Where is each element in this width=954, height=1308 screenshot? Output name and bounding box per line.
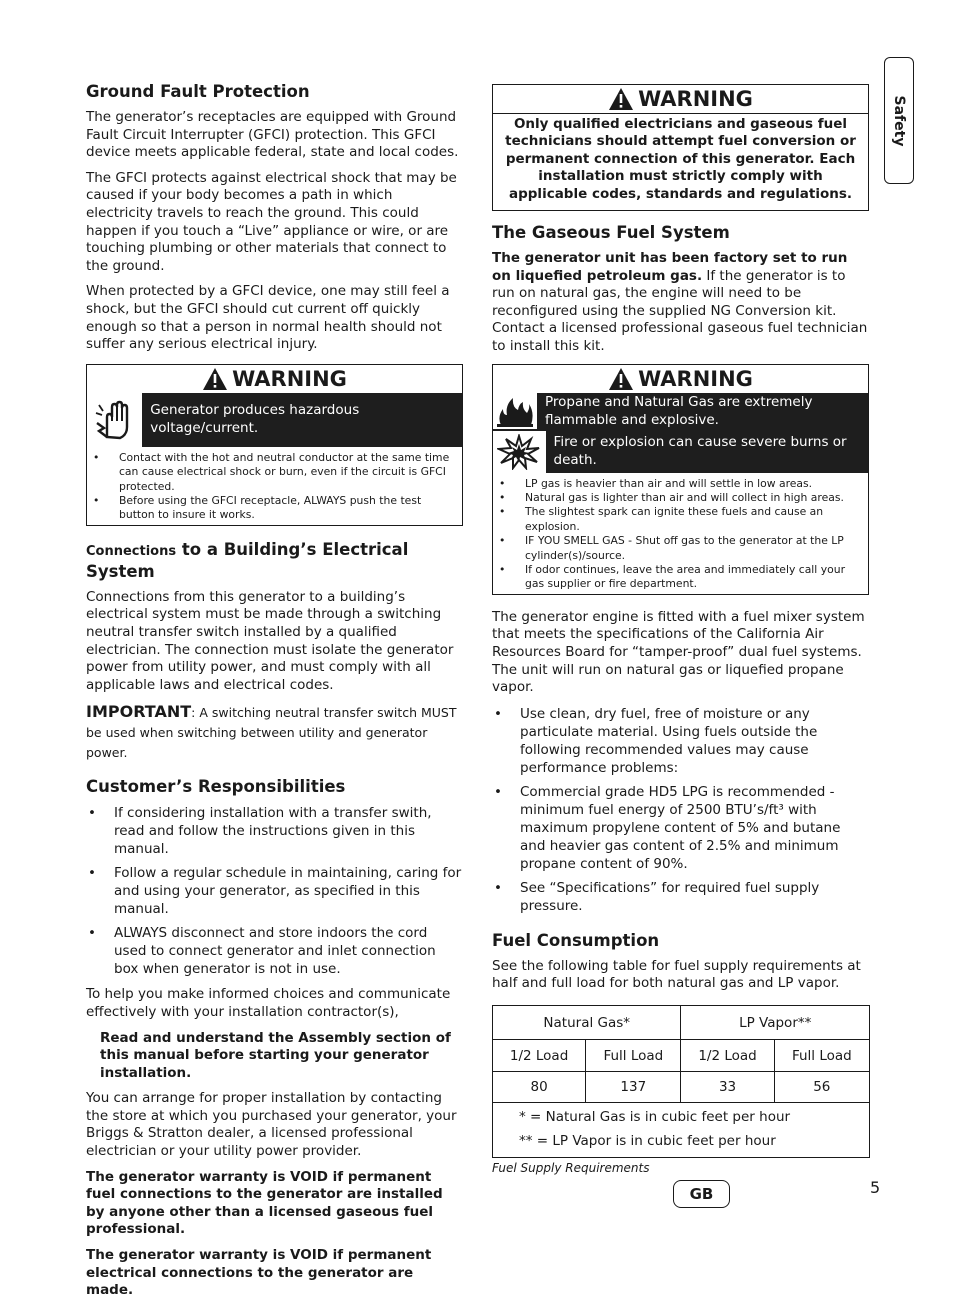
connections-paragraph: Connections from this generator to a building’s electrical system must be made through a switching neutral transfer switch installed by a qualified electrician. The connection must isolate the generator power from utility power, and must comply with all applicable laws and electrical codes. [86, 588, 454, 693]
gaseous-paragraph [492, 250, 869, 356]
warning-box-qualified [492, 84, 869, 211]
warning-header [493, 85, 868, 113]
list-item: • Commercial grade HD5 LPG is recommended - minimum fuel energy of 2500 BTU’s/ft³ with maximum propylene content of 5% and butane and heavier gas content of 2.5% and minimum propane content of 90%. [492, 783, 869, 873]
table-subheader: 1/2 Load [493, 1040, 586, 1072]
important-text: : A switching neutral transfer switch MUST be used when switching between utility and generator power. [86, 705, 457, 761]
hazard-row-voltage [87, 393, 462, 447]
language-badge: GB [673, 1180, 730, 1208]
list-item: • The slightest spark can ignite these fuels and cause an explosion. [497, 505, 864, 534]
note-lp-vapor: ** = LP Vapor is in cubic feet per hour [519, 1133, 776, 1149]
assembly-note: Read and understand the Assembly section of this manual before starting your generator installation. [100, 1029, 451, 1081]
list-item: • LP gas is heavier than air and will settle in low areas. [497, 477, 864, 491]
table-subheader: Full Load [586, 1040, 681, 1072]
warning-title: WARNING [638, 366, 753, 391]
hazard-text-voltage: Generator produces hazardous voltage/current. [150, 402, 360, 436]
table-row [493, 1006, 870, 1040]
heading-connections-rest: to a Building’s Electrical System [86, 539, 409, 581]
gaseous-lead: The generator unit has been factory set to run on liquefied petroleum gas. [492, 250, 848, 284]
warranty-void-electrical: The generator warranty is VOID if permanent electrical connections to the generator are made. [86, 1247, 432, 1299]
list-item: • Follow a regular schedule in maintaining, caring for and using your generator, as specified in this manual. [86, 864, 463, 918]
warning-triangle-icon [202, 367, 228, 391]
shock-hand-icon [87, 393, 144, 447]
section-tab-label: Safety [891, 95, 907, 146]
warning-bullets-voltage [87, 447, 462, 525]
list-item: • Natural gas is lighter than air and will collect in high areas. [497, 491, 864, 505]
gfp-paragraph-2: The GFCI protects against electrical shock that may be caused if your body becomes a path in which electricity travels to reach the ground. This could happen if you touch a “Live” appliance or wire, or are touching plumbing or other materials that connect to the ground. [86, 169, 457, 274]
list-item: • If considering installation with a transfer swith, read and follow the instructions given in this manual. [86, 804, 463, 858]
table-row [493, 1040, 870, 1072]
table-row [493, 1072, 870, 1103]
warning-triangle-icon [608, 87, 634, 111]
explosion-icon [493, 431, 548, 473]
warning-bullets-gas [493, 473, 868, 594]
important-note [86, 702, 463, 763]
list-item: • Use clean, dry fuel, free of moisture or any particulate material. Using fuels outside the following recommended values may cause performance problems: [492, 705, 869, 777]
table-row [493, 1103, 870, 1158]
table-header-natural-gas: Natural Gas* [493, 1006, 681, 1040]
list-item: • ALWAYS disconnect and store indoors the cord used to connect generator and inlet connection box when generator is not in use. [86, 924, 463, 978]
table-cell: 56 [774, 1072, 869, 1103]
list-item: • See “Specifications” for required fuel supply pressure. [492, 879, 869, 915]
table-cell: 80 [493, 1072, 586, 1103]
warning-text-qualified: Only qualified electricians and gaseous fuel technicians should attempt fuel conversion or permanent connection of this generator. Each installation must strictly comply with applicable codes, standards and regulations. [493, 113, 868, 210]
table-notes [493, 1103, 870, 1158]
heading-gaseous-fuel: The Gaseous Fuel System [492, 223, 730, 243]
engine-paragraph: The generator engine is fitted with a fuel mixer system that meets the specifications of the California Air Resources Board for “tamper-proof” dual fuel systems. The unit will run on natural gas or liquefied propane vapor. [492, 608, 865, 696]
warning-title: WARNING [232, 366, 347, 391]
hazard-text-flammable: Propane and Natural Gas are extremely flammable and explosive. [545, 394, 813, 428]
right-column [492, 84, 869, 1175]
warning-triangle-icon [608, 367, 634, 391]
gfp-paragraph-3: When protected by a GFCI device, one may still feel a shock, but the GFCI should cut current off quickly enough so that a person in normal health should not suffer any serious electrical injury. [86, 283, 450, 353]
warning-box-flammable [492, 364, 869, 595]
responsibilities-paragraph-1: To help you make informed choices and communicate effectively with your installation contractor(s), [86, 986, 451, 1020]
list-item: • Contact with the hot and neutral conductor at the same time can cause electrical shock or burn, even if the circuit is GFCI protected. [91, 451, 458, 494]
warning-box-voltage [86, 364, 463, 526]
heading-connections [86, 540, 463, 582]
hazard-row-fire [493, 393, 868, 431]
table-header-lp-vapor: LP Vapor** [681, 1006, 870, 1040]
table-subheader: Full Load [774, 1040, 869, 1072]
responsibilities-list [86, 804, 463, 978]
gfp-paragraph-1: The generator’s receptacles are equipped with Ground Fault Circuit Interrupter (GFCI) protection. This GFCI device meets applicable federal, state and local codes. [86, 109, 459, 161]
consumption-paragraph: See the following table for fuel supply requirements at half and full load for both natural gas and LP vapor. [492, 957, 861, 992]
section-tab-safety [884, 57, 914, 184]
important-label: IMPORTANT [86, 702, 192, 722]
heading-connections-small: Connections [86, 543, 177, 559]
table-caption: Fuel Supply Requirements [492, 1161, 650, 1175]
table-cell: 33 [681, 1072, 774, 1103]
note-natural-gas: * = Natural Gas is in cubic feet per hour [519, 1109, 791, 1125]
warning-title: WARNING [638, 87, 753, 111]
hazard-row-explosion [493, 431, 868, 473]
left-column [86, 82, 463, 1308]
warning-header [87, 365, 462, 393]
list-item: • Before using the GFCI receptacle, ALWAYS push the test button to insure it works. [91, 494, 458, 523]
fuel-spec-list [492, 705, 869, 915]
page-number: 5 [870, 1178, 881, 1197]
heading-fuel-consumption: Fuel Consumption [492, 930, 660, 950]
list-item: • If odor continues, leave the area and immediately call your gas supplier or fire department. [497, 563, 864, 592]
responsibilities-paragraph-2: You can arrange for proper installation by contacting the store at which you purchased your generator, your Briggs & Stratton dealer, a licensed professional electrician or your utility power provider. [86, 1090, 457, 1160]
list-item: • IF YOU SMELL GAS - Shut off gas to the generator at the LP cylinder(s)/source. [497, 534, 864, 563]
warning-header [493, 365, 868, 393]
table-cell: 137 [586, 1072, 681, 1103]
table-subheader: 1/2 Load [681, 1040, 774, 1072]
warranty-void-fuel: The generator warranty is VOID if permanent fuel connections to the generator are installed by anyone other than a licensed gaseous fuel professional. [86, 1168, 443, 1238]
heading-ground-fault: Ground Fault Protection [86, 82, 310, 101]
heading-responsibilities: Customer’s Responsibilities [86, 777, 346, 797]
gaseous-rest: If the generator is to run on natural gas, the engine will need to be reconfigured using the supplied NG Conversion kit. Contact a licensed professional gaseous fuel technician to install this kit. [492, 267, 868, 354]
fire-icon [493, 393, 539, 431]
hazard-text-explosion: Fire or explosion can cause severe burns or death. [553, 434, 847, 468]
fuel-supply-table [492, 1005, 870, 1158]
